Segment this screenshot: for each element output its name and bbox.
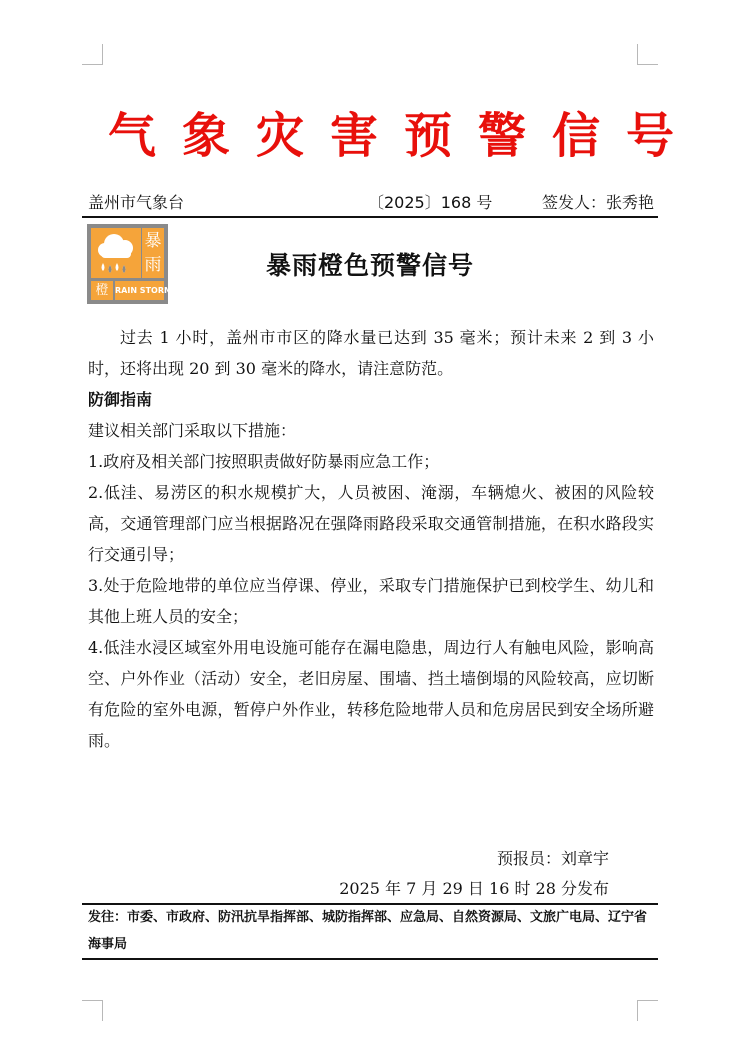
signoff-block — [339, 844, 609, 904]
signer: 签发人：张秀艳 — [541, 193, 654, 212]
guide-heading: 防御指南 — [88, 390, 153, 409]
measure-item: 2.低洼、易涝区的积水规模扩大，人员被困、淹溺，车辆熄火、被困的风险较高，交通管理部门应当根据路况在强降雨路段采取交通管制措施，在积水路段实行交通引导； — [88, 483, 654, 564]
crop-mark-bottom-left — [82, 1000, 103, 1021]
document-meta-row — [88, 191, 656, 215]
badge-char-storm: 暴 — [144, 231, 162, 251]
issuer-name: 盖州市气象台 — [88, 193, 185, 212]
distribution-list: 发往：市委、市政府、防汛抗旱指挥部、城防指挥部、应急局、自然资源局、文旅广电局、辽宁省海事局 — [88, 910, 648, 952]
footer-divider-bottom — [82, 958, 658, 960]
guide-lead: 建议相关部门采取以下措施： — [88, 421, 297, 440]
measure-item: 1.政府及相关部门按照职责做好防暴雨应急工作； — [88, 452, 440, 471]
measure-item: 3.处于危险地带的单位应当停课、停业，采取专门措施保护已到校学生、幼儿和其他上班人员的安全； — [88, 576, 654, 626]
warning-body — [88, 322, 654, 756]
crop-mark-top-right — [637, 44, 658, 65]
crop-mark-top-left — [82, 44, 103, 65]
signal-title: 暴雨橙色预警信号 — [265, 251, 474, 280]
forecaster: 预报员：刘章宇 — [496, 849, 609, 868]
badge-level: 橙 — [91, 281, 113, 300]
badge-english-label: RAIN STORM — [115, 281, 164, 300]
crop-mark-bottom-right — [637, 1000, 658, 1021]
badge-char-rain: 雨 — [144, 255, 162, 275]
header-divider — [82, 216, 658, 218]
document-title: 气象灾害预警信号 — [108, 108, 701, 164]
measure-item: 4.低洼水浸区域室外用电设施可能存在漏电隐患，周边行人有触电风险，影响高空、户外作业（活动）安全，老旧房屋、围墙、挡土墙倒塌的风险较高，应切断有危险的室外电源，暂停户外作业，转移危险地带人员和危房居民到安全场所避雨。 — [88, 638, 654, 750]
document-number: 〔2025〕168 号 — [368, 193, 493, 212]
issue-time: 2025 年 7 月 29 日 16 时 28 分发布 — [339, 879, 609, 898]
warning-intro: 过去 1 小时，盖州市市区的降水量已达到 35 毫米；预计未来 2 到 3 小时，还将出现 20 到 30 毫米的降水，请注意防范。 — [88, 328, 654, 378]
